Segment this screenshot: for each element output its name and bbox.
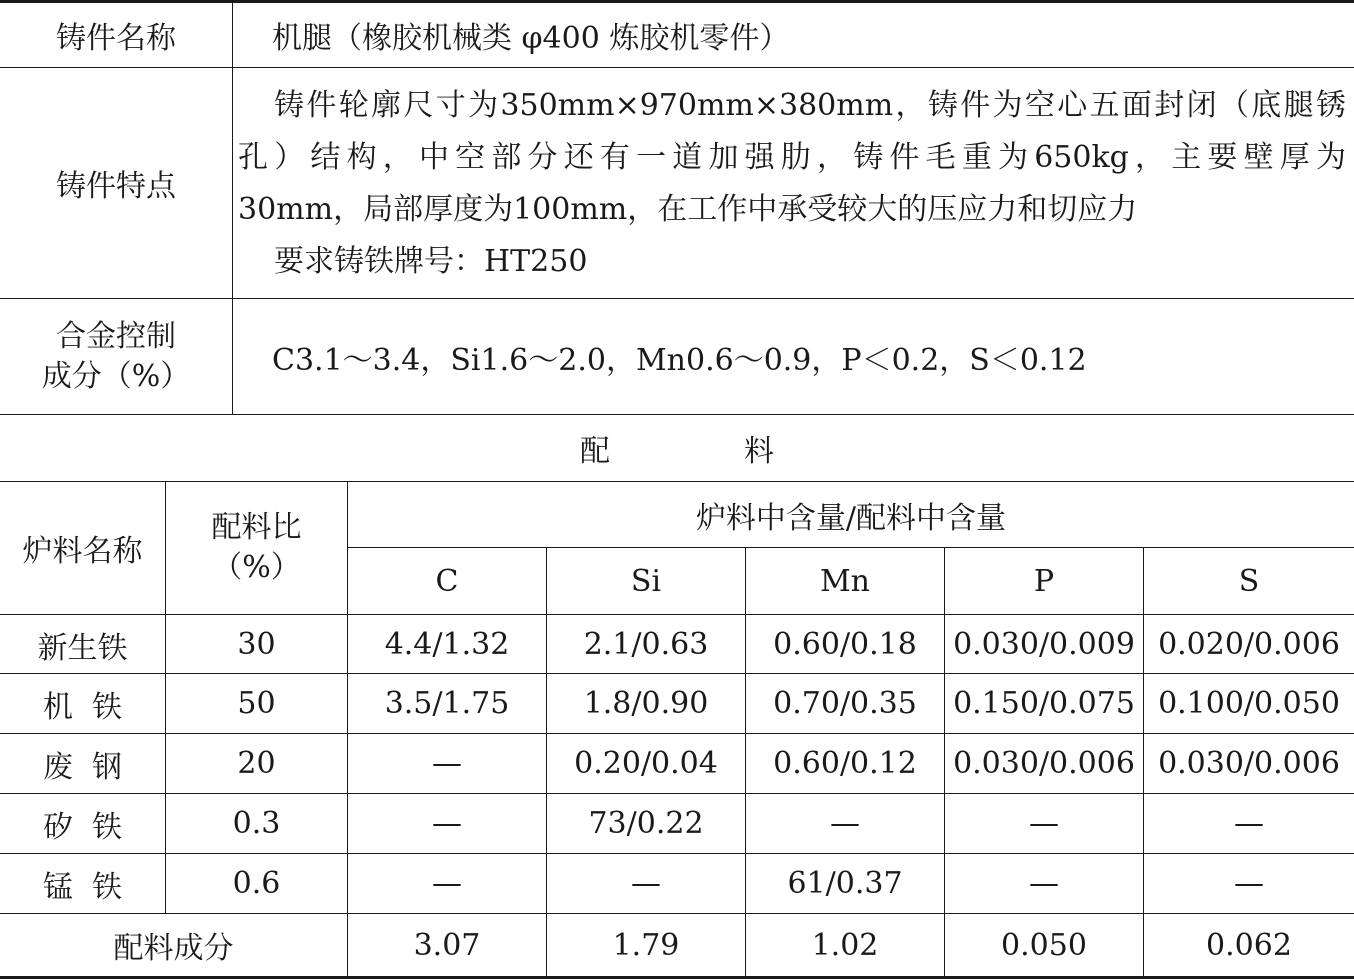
row-ratio: 30 xyxy=(237,627,276,662)
row-material-name: 新生铁 xyxy=(37,630,128,666)
header-element-p: P xyxy=(1033,563,1055,599)
row-value-cell: 0.60/0.12 xyxy=(773,746,917,781)
total-p: 0.050 xyxy=(1001,927,1087,963)
casting-features-text xyxy=(238,80,1346,288)
total-s: 0.062 xyxy=(1206,927,1292,963)
header-element-si: Si xyxy=(630,563,662,599)
features-line: 要求铸铁牌号：HT250 xyxy=(274,244,588,279)
row-material-name: 锰 铁 xyxy=(42,869,123,905)
row-value-cell: 0.60/0.18 xyxy=(773,627,917,662)
rule xyxy=(232,0,233,414)
alloy-label-line: 成分（%） xyxy=(41,358,191,394)
row-value-cell: 2.1/0.63 xyxy=(583,627,709,662)
row-value-cell: — xyxy=(432,806,462,841)
row-value-cell: — xyxy=(631,866,661,901)
row-value-cell: 0.030/0.009 xyxy=(953,627,1135,662)
casting-features-label: 铸件特点 xyxy=(56,169,176,204)
total-c: 3.07 xyxy=(413,927,481,963)
alloy-label-line: 合金控制 xyxy=(56,318,176,354)
row-value-cell: — xyxy=(432,866,462,901)
row-value-cell: — xyxy=(432,746,462,781)
row-ratio: 0.6 xyxy=(232,866,281,901)
row-value-cell: — xyxy=(1234,806,1264,841)
row-value-cell: 0.100/0.050 xyxy=(1158,686,1340,721)
header-ratio-line: （%） xyxy=(212,550,301,585)
header-material: 炉料名称 xyxy=(22,534,143,569)
row-value-cell: — xyxy=(1234,866,1264,901)
total-mn: 1.02 xyxy=(811,927,879,963)
features-line: 孔）结构，中空部分还有一道加强肋，铸件毛重为650kg，主要壁厚为 xyxy=(238,140,1346,175)
features-line: 30mm，局部厚度为100mm，在工作中承受较大的压应力和切应力 xyxy=(238,192,1138,227)
row-value-cell: 4.4/1.32 xyxy=(384,627,510,662)
features-line: 铸件轮廓尺寸为350mm×970mm×380mm，铸件为空心五面封闭（底腿锈 xyxy=(274,88,1346,123)
section-title xyxy=(0,415,1354,481)
row-value-cell: 3.5/1.75 xyxy=(384,686,510,721)
row-ratio: 50 xyxy=(237,686,276,721)
row-value-cell: 0.70/0.35 xyxy=(773,686,917,721)
row-value-cell: 0.030/0.006 xyxy=(953,746,1135,781)
row-value-cell: 73/0.22 xyxy=(588,806,704,841)
row-material-name: 矽 铁 xyxy=(42,809,123,845)
header-ratio-line: 配料比 xyxy=(211,510,302,545)
header-content: 炉料中含量/配料中含量 xyxy=(695,500,1007,536)
row-material-name: 废 钢 xyxy=(42,749,123,785)
row-value-cell: — xyxy=(830,806,860,841)
header-element-mn: Mn xyxy=(819,563,871,599)
total-si: 1.79 xyxy=(612,927,680,963)
total-label: 配料成分 xyxy=(113,931,234,966)
row-ratio: 0.3 xyxy=(232,806,281,841)
casting-name-label: 铸件名称 xyxy=(56,21,176,56)
row-value-cell: 0.030/0.006 xyxy=(1158,746,1340,781)
row-value-cell: — xyxy=(1029,866,1059,901)
row-value-cell: 0.20/0.04 xyxy=(574,746,718,781)
row-material-name: 机 铁 xyxy=(42,689,123,725)
header-element-s: S xyxy=(1238,563,1260,599)
header-element-c: C xyxy=(435,563,459,599)
header-ratio xyxy=(166,482,347,614)
row-value-cell: 0.150/0.075 xyxy=(953,686,1135,721)
section-title-part: 配 xyxy=(580,434,610,469)
rule-bottom xyxy=(0,976,1354,979)
row-value-cell: — xyxy=(1029,806,1059,841)
row-value-cell: 0.020/0.006 xyxy=(1158,627,1340,662)
section-title-part: 料 xyxy=(744,434,774,469)
row-value-cell: 61/0.37 xyxy=(787,866,903,901)
alloy-value: C3.1～3.4，Si1.6～2.0，Mn0.6～0.9，P＜0.2，S＜0.12 xyxy=(272,342,1087,378)
alloy-label xyxy=(0,299,232,414)
row-value-cell: 1.8/0.90 xyxy=(583,686,709,721)
row-ratio: 20 xyxy=(237,746,276,781)
casting-name-value: 机腿（橡胶机械类 φ400 炼胶机零件） xyxy=(272,21,790,56)
